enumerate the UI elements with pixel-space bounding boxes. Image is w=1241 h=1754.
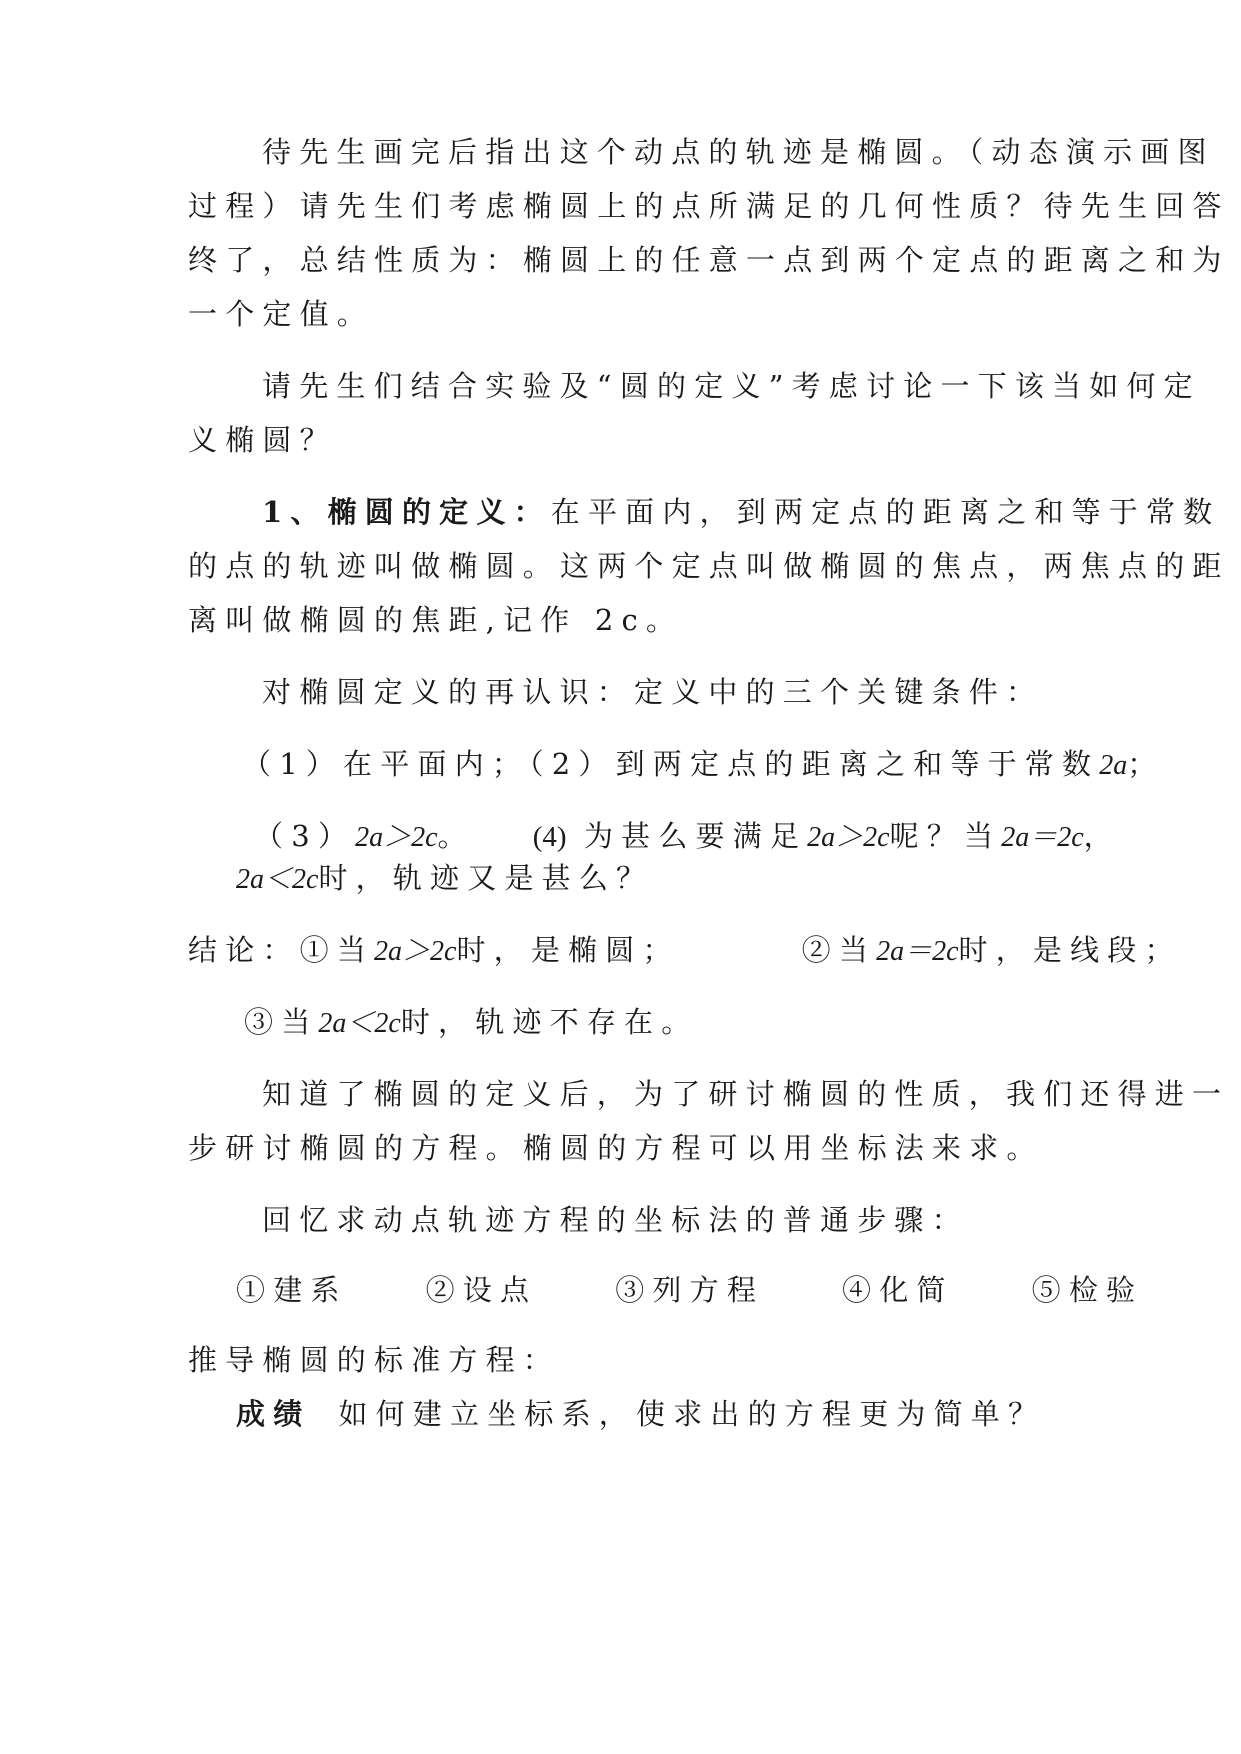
- math-c2: 2a＝2c: [876, 936, 959, 967]
- steps-intro: 回忆求动点轨迹方程的坐标法的普通步骤：: [262, 1203, 969, 1237]
- para3-line1: 知道了椭圆的定义后，为了研讨椭圆的性质，我们还得进一: [262, 1077, 1230, 1111]
- derive-title: 推导椭圆的标准方程：: [188, 1343, 561, 1377]
- question-4-text3: 时，轨迹又是甚么？: [318, 861, 654, 895]
- condition-1-2: （1）在平面内；（2）到两定点的距离之和等于常数: [242, 747, 1100, 781]
- para2-line2: 义椭圆？: [188, 423, 337, 457]
- conclusion-label: 结论：: [188, 933, 300, 967]
- math-q4-2: 2a＝2c: [1001, 822, 1084, 853]
- condition-line3: [236, 858, 653, 900]
- question-label: 成绩: [236, 1397, 311, 1431]
- conclusion-1-pre: ①当: [299, 933, 375, 967]
- math-q4-3: 2a＜2c: [236, 864, 319, 895]
- question-4-text2: 呢？当: [889, 819, 1002, 853]
- math-q4-1: 2a＞2c: [807, 822, 890, 853]
- math-c1: 2a＞2c: [374, 936, 457, 967]
- conclusion-3-post: 时，轨迹不存在。: [400, 1005, 699, 1039]
- definition-line2: 的点的轨迹叫做椭圆。这两个定点叫做椭圆的焦点，两焦点的距: [188, 549, 1230, 583]
- definition-line3: 离叫做椭圆的焦距,记作 2c。: [188, 603, 684, 637]
- definition-text: 在平面内，到两定点的距离之和等于常数: [550, 495, 1221, 529]
- conclusion-1-post: 时，是椭圆；: [456, 933, 680, 967]
- math-cond3: 2a＞2c: [355, 822, 438, 853]
- para1-line3: 终了，总结性质为：椭圆上的任意一点到两个定点的距离之和为: [188, 243, 1230, 277]
- definition-heading: 1、椭圆的定义：: [262, 495, 551, 529]
- punct: 。: [437, 819, 475, 853]
- conclusion-line1: [188, 930, 1182, 972]
- derive-question: [236, 1394, 1045, 1434]
- conclusion-3-pre: ③当: [244, 1005, 319, 1039]
- para3-line2: 步研讨椭圆的方程。椭圆的方程可以用坐标法来求。: [188, 1131, 1044, 1165]
- math-2a: 2a: [1099, 750, 1128, 781]
- question-text: 如何建立坐标系，使求出的方程更为简单？: [338, 1397, 1046, 1431]
- question-4-text: 为甚么要满足: [583, 819, 808, 853]
- math-c3: 2a＜2c: [318, 1008, 401, 1039]
- condition-line2: [254, 816, 1121, 858]
- recognition-intro: 对椭圆定义的再认识：定义中的三个关键条件：: [262, 675, 1044, 709]
- para2-line1: 请先生们结合实验及“圆的定义”考虑讨论一下该当如何定: [262, 369, 1201, 403]
- para1-line4: 一个定值。: [188, 297, 375, 331]
- steps-list: [236, 1270, 1143, 1310]
- para1-line2: 过程）请先生们考虑椭圆上的点所满足的几何性质？待先生回答: [188, 189, 1230, 223]
- condition-3-label: （3）: [254, 819, 356, 853]
- punct: ；: [1127, 747, 1165, 781]
- condition-line1: [242, 744, 1164, 786]
- conclusion-line2: [244, 1002, 698, 1044]
- conclusion-2-pre: ②当: [801, 933, 877, 967]
- step-item: ③列方程: [615, 1273, 765, 1307]
- step-item: ②设点: [425, 1273, 538, 1307]
- definition-line1: [262, 492, 1220, 532]
- step-item: ④化简: [842, 1273, 954, 1307]
- question-4-label: (4): [532, 821, 567, 853]
- punct: ，: [1083, 819, 1121, 853]
- para1-line1: 待先生画完后指出这个动点的轨迹是椭圆。（动态演示画图: [262, 135, 1215, 169]
- conclusion-2-post: 时，是线段；: [958, 933, 1182, 967]
- step-item: ①建系: [236, 1273, 348, 1307]
- step-item: ⑤检验: [1031, 1273, 1144, 1307]
